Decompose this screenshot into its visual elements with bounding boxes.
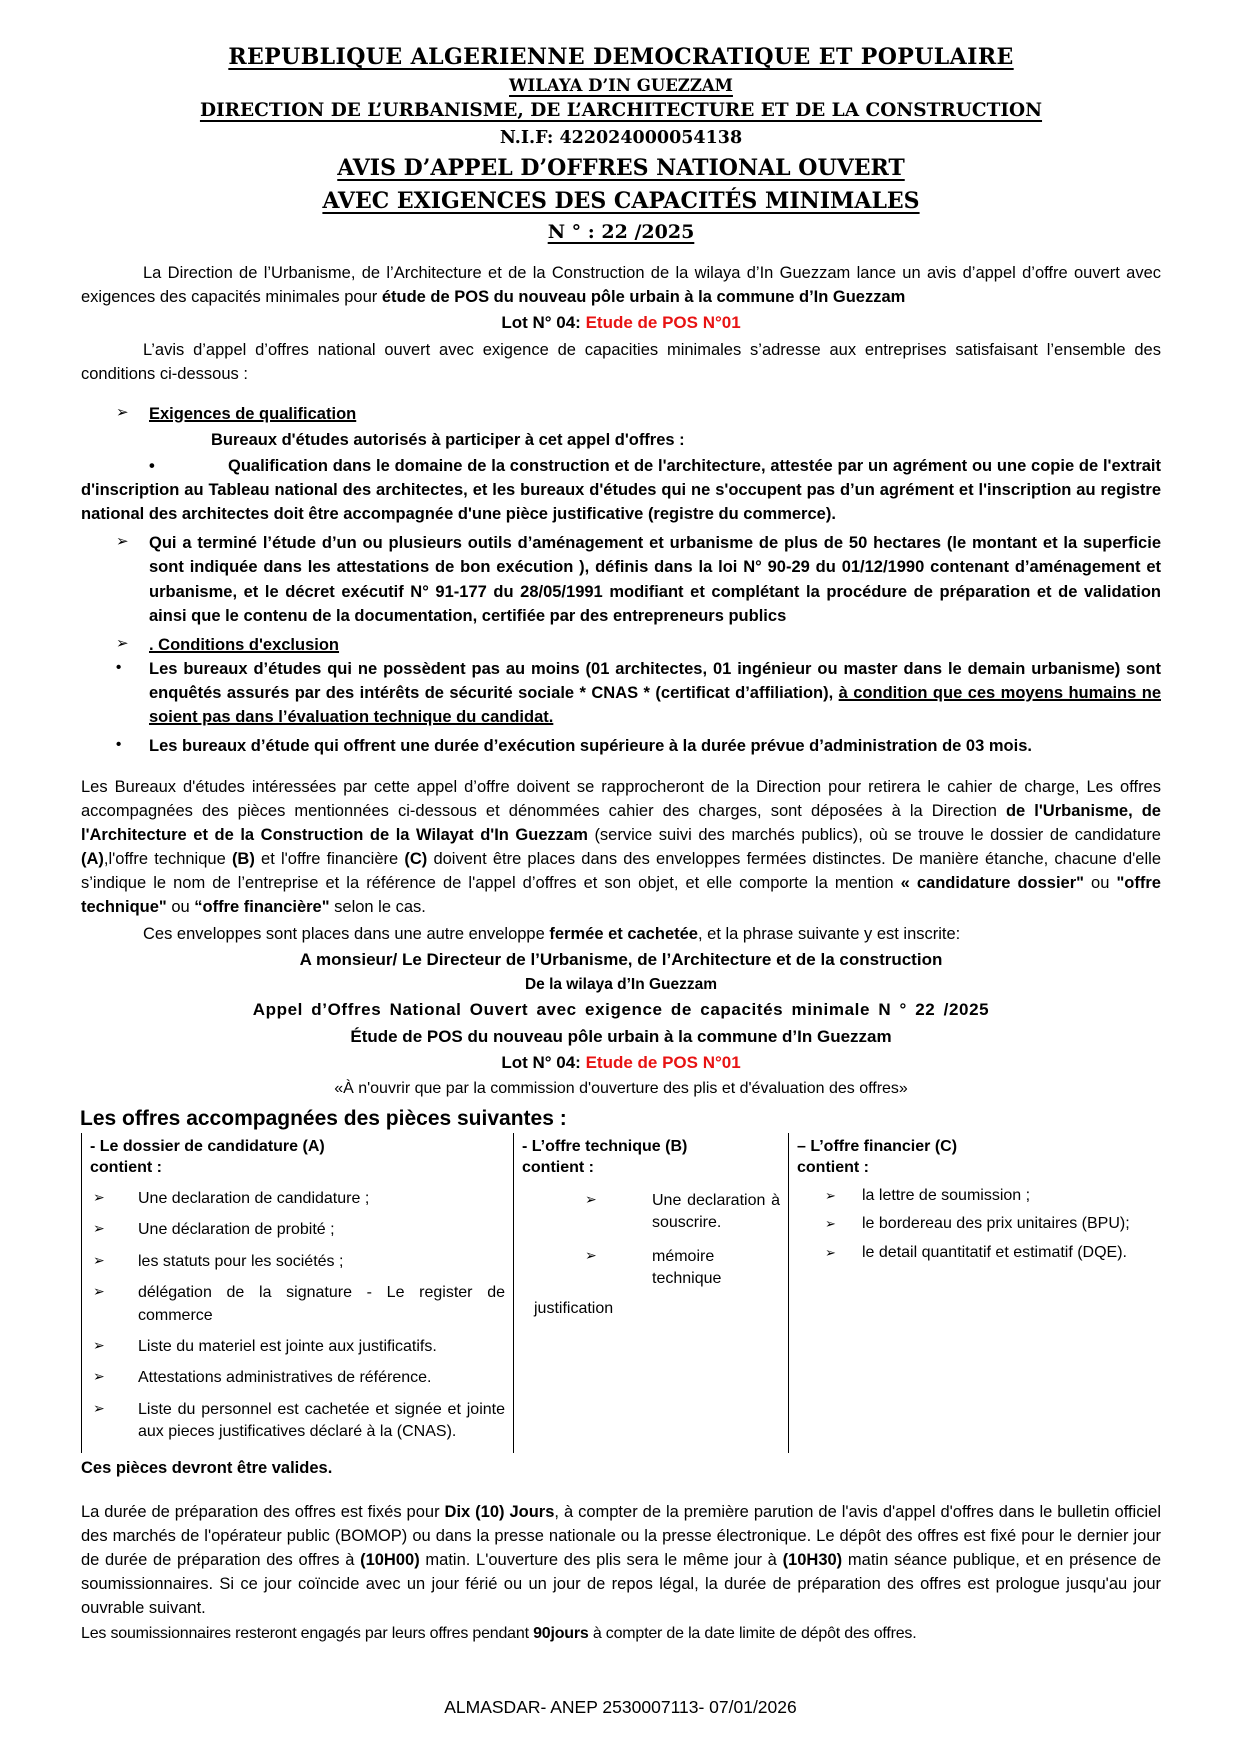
column-c-contains: contient : [797, 1159, 869, 1177]
qualification-item-1 [81, 454, 1161, 526]
list-item [90, 1251, 505, 1273]
deposit-mention-2: "offre technique" [81, 874, 1161, 917]
header-direction: DIRECTION DE L’URBANISME, DE L’ARCHITECTURE ET DE LA CONSTRUCTION [199, 100, 1043, 121]
anep-footer: ALMASDAR- ANEP 2530007113- 07/01/2026 [444, 1697, 797, 1717]
arrow-bullet-icon: ➢ [116, 634, 129, 652]
list-item [90, 1367, 505, 1389]
exclusion-item-1-text [149, 657, 1161, 729]
qualification-heading-row [116, 402, 1161, 426]
list-item-text: mémoire technique [652, 1247, 722, 1288]
engagement-days-bold: 90jours [533, 1625, 589, 1643]
list-item-continuation: justification [534, 1299, 614, 1317]
deposit-s1: Les Bureaux d'études intéressées par cette appel d’offre doivent se rapprocheront de la Direction pour retirera le cahier de charge, Les offres accompagnées des pièces mentionnées ci-dessous et dénommées cahier des charges, sont déposées à la Direction [81, 778, 1161, 821]
list-item [797, 1185, 1152, 1207]
list-item-text: le detail quantitatif et estimatif (DQE). [862, 1243, 1127, 1261]
deposit-c-bold: (C) [404, 850, 428, 869]
list-item [797, 1242, 1152, 1264]
qualification-subtitle: Bureaux d'études autorisés à participer à cet appel d'offres : [211, 431, 685, 450]
qualification-item-2-text: Qui a terminé l’étude d’un ou plusieurs outils d’aménagement et urbanisme de plus de 50 hectares (le montant et la superficie sont indiquée dans les attestations de bon exécution ), définis dans la loi N° 90-29 du 01/12/1990 contenant d’aménagement et urbanisme, et le décret exécutif N° 91-177 du 28/05/1991 modifiant et complétant la procédure de préparation et de validation ainsi que le contenu de la documentation, certifiée par des entrepreneurs publics [149, 534, 1161, 625]
header-notice-number: N ° : 22 /2025 [547, 221, 695, 243]
list-item-text: les statuts pour les sociétés ; [138, 1252, 344, 1270]
arrow-bullet-icon: ➢ [116, 403, 129, 421]
address-line-wilaya: De la wilaya d’In Guezzam [524, 976, 718, 994]
list-item [90, 1282, 505, 1327]
closing-time2-bold: (10H30) [782, 1550, 843, 1569]
closing-s3: matin. L'ouverture des plis sera le même jour à [419, 1550, 783, 1569]
header-wilaya: WILAYA D’IN GUEZZAM [509, 76, 733, 95]
closing-paragraph [81, 1500, 1161, 1620]
address-line-director: A monsieur/ Le Directeur de l’Urbanisme, de l’Architecture et de la construction [299, 949, 943, 969]
exclusion-item-2-text: Les bureaux d’étude qui offrent une durée d’exécution supérieure à la durée prévue d’administration de 03 mois. [149, 736, 1032, 755]
column-b-contains: contient : [522, 1159, 594, 1177]
closing-s1: La durée de préparation des offres est fixés pour [81, 1502, 445, 1521]
deposit-paragraph [81, 775, 1161, 919]
column-offre-financier-c [788, 1133, 1160, 1453]
header-notice-subtitle: AVEC EXIGENCES DES CAPACITÉS MINIMALES [322, 188, 920, 214]
closing-duration-bold: Dix (10) Jours [444, 1502, 555, 1521]
arrow-bullet-icon: ➢ [93, 1368, 105, 1385]
list-item [90, 1336, 505, 1358]
list-item-text: Une déclaration de probité ; [138, 1221, 335, 1239]
list-item-text: Liste du materiel est jointe aux justificatifs. [138, 1337, 437, 1355]
deposit-s3: ,l'offre technique [103, 850, 232, 869]
addressee-paragraph: L’avis d’appel d’offres national ouvert avec exigence de capacities minimales s’adresse aux entreprises satisfaisant l’ensemble des conditions ci-dessous : [81, 340, 1161, 383]
deposit-s5: doivent être places dans des enveloppes fermées distinctes. De manière étanche, chacune d'elle s’indique le nom de l’entreprise et la référence de l'appel d’offres et son objet, et elle comporte la mention [81, 850, 1161, 893]
arrow-bullet-icon: ➢ [585, 1246, 597, 1263]
column-offre-technique-b [513, 1133, 788, 1453]
envelope-paragraph [81, 922, 1161, 946]
arrow-bullet-icon: ➢ [825, 1216, 836, 1232]
list-item [797, 1213, 1152, 1235]
address-lot-label: Lot N° 04: [501, 1053, 586, 1073]
exclusion-heading: . Conditions d'exclusion [149, 635, 340, 654]
dot-bullet-icon: • [116, 735, 122, 753]
deposit-direction-bold: de l'Urbanisme, de l'Architecture et de la Construction de la Wilayat d'In Guezzam [81, 802, 1161, 845]
engagement-lead: Les soumissionnaires resteront engagés par leurs offres pendant [81, 1625, 534, 1643]
list-item-text: la lettre de soumission ; [862, 1187, 1031, 1205]
closing-time1-bold: (10H00) [360, 1550, 420, 1569]
list-item-text: Attestations administratives de référence. [138, 1369, 432, 1387]
arrow-bullet-icon: ➢ [93, 1283, 105, 1300]
lot-value: Etude de POS N°01 [585, 313, 741, 333]
dot-bullet-icon: • [116, 658, 122, 676]
dot-bullet-icon: • [149, 457, 155, 476]
qualification-heading: Exigences de qualification [149, 404, 357, 423]
list-item-text: délégation de la signature - Le register de commerce [138, 1284, 505, 1324]
envelope-rest: , et la phrase suivante y est inscrite: [697, 924, 961, 943]
column-c-title: – L’offre financier (C) [797, 1137, 958, 1155]
header-nif: N.I.F: 422024000054138 [499, 128, 743, 148]
envelope-bold: fermée et cachetée [549, 924, 698, 943]
exclusion-heading-row [116, 633, 1161, 657]
list-item [522, 1246, 780, 1291]
pieces-validity-note: Ces pièces devront être valides. [81, 1458, 333, 1477]
deposit-s8: selon le cas. [329, 898, 426, 917]
deposit-mention-1: « candidature dossier" [900, 874, 1084, 893]
qualification-item-2-row [116, 531, 1161, 627]
list-item-text: Une declaration à souscrire. [652, 1192, 780, 1232]
deposit-b-bold: (B) [231, 850, 255, 869]
address-line-notice: Appel d’Offres National Ouvert avec exigence de capacités minimale N ° 22 /2025 [252, 1000, 990, 1020]
envelope-lead: Ces enveloppes sont places dans une autre enveloppe [143, 924, 550, 943]
list-item-text: Une declaration de candidature ; [138, 1190, 370, 1208]
exclusion-item-1-lead: Les bureaux d’études qui ne possèdent pas au moins (01 architectes, 01 ingénieur ou master dans le demain urbanisme) sont enquêtés assurés par des intérêts de sécurité sociale * CNAS * (certificat d’affiliation), [149, 659, 1161, 702]
closing-s4: matin séance publique, et en présence de soumissionnaires. Si ce jour coïncide avec un jour férié ou un jour de repos légal, la durée de préparation des offres est prologue jusqu'au jour ouvrable suivant. [81, 1550, 1162, 1617]
arrow-bullet-icon: ➢ [93, 1189, 105, 1206]
exclusion-item-1-underlined: à condition que ces moyens humains ne soient pas dans l’évaluation technique du candidat. [149, 683, 1161, 726]
lot-line [81, 311, 1161, 336]
deposit-a-bold: (A) [81, 850, 104, 869]
qualification-item-1-text: Qualification dans le domaine de la construction et de l'architecture, attestée par un agrément ou une copie de l'extrait d'inscription au Tableau national des architectes, et les bureaux d'études qui ne s'occupent pas d’un agrément et l'inscription au registre national des architectes doit être accompagnée d'une pièce justificative (registre du commerce). [81, 457, 1161, 524]
deposit-s6: ou [1083, 874, 1117, 893]
header-republic: REPUBLIQUE ALGERIENNE DEMOCRATIQUE ET POPULAIRE [228, 44, 1014, 70]
closing-s2: , à compter de la première parution de l'avis d'appel d'offres dans le bulletin officiel des marchés de l'opérateur public (BOMOP) ou dans la presse nationale ou la presse électronique. Le dépôt des offres est fixé pour le dernier jour de durée de préparation des offres à [81, 1502, 1161, 1569]
list-item [90, 1399, 505, 1444]
intro-paragraph [81, 261, 1161, 309]
engagement-rest: à compter de la date limite de dépôt des offres. [588, 1625, 917, 1643]
column-b-title: - L’offre technique (B) [522, 1137, 688, 1155]
document-header [81, 44, 1161, 243]
deposit-s2: (service suivi des marchés publics), où se trouve le dossier de candidature [594, 826, 1161, 845]
column-a-title: - Le dossier de candidature (A) [90, 1137, 325, 1155]
address-line-lot [81, 1050, 1161, 1076]
list-item [90, 1188, 505, 1210]
arrow-bullet-icon: ➢ [93, 1251, 105, 1268]
column-candidature-a [81, 1133, 513, 1453]
exclusion-item-1-row [116, 657, 1161, 729]
list-item-text: le bordereau des prix unitaires (BPU); [862, 1215, 1130, 1233]
pieces-heading: Les offres accompagnées des pièces suivantes : [80, 1106, 567, 1130]
arrow-bullet-icon: ➢ [585, 1191, 597, 1208]
deposit-mention-3: “offre financière" [194, 898, 330, 917]
arrow-bullet-icon: ➢ [93, 1220, 105, 1237]
address-lot-value: Etude de POS N°01 [585, 1053, 741, 1073]
deposit-s4: et l'offre financière [254, 850, 405, 869]
exclusion-item-2-row [116, 734, 1161, 758]
intro-text: La Direction de l’Urbanisme, de l’Architecture et de la Construction de la wilaya d’In Guezzam lance un avis d’appel d’offre ouvert avec exigences des capacités minimales pour [81, 264, 1161, 307]
header-notice-title: AVIS D’APPEL D’OFFRES NATIONAL OUVERT [337, 155, 905, 181]
lot-label: Lot N° 04: [501, 313, 586, 333]
deposit-s7: ou [166, 898, 195, 917]
engagement-paragraph [81, 1622, 1161, 1645]
pieces-table [81, 1133, 1161, 1453]
column-a-contains: contient : [90, 1159, 162, 1177]
address-line-quote: «À n'ouvrir que par la commission d'ouverture des plis et d'évaluation des offres» [334, 1079, 908, 1097]
list-item [522, 1190, 780, 1235]
list-item-text: Liste du personnel est cachetée et signée et jointe aux pieces justificatives déclaré à la (CNAS). [138, 1400, 505, 1441]
arrow-bullet-icon: ➢ [93, 1399, 105, 1416]
address-line-object: Étude de POS du nouveau pôle urbain à la commune d’In Guezzam [350, 1026, 892, 1046]
arrow-bullet-icon: ➢ [93, 1336, 105, 1353]
arrow-bullet-icon: ➢ [825, 1244, 836, 1260]
intro-object: étude de POS du nouveau pôle urbain à la commune d’In Guezzam [381, 288, 906, 307]
arrow-bullet-icon: ➢ [116, 533, 129, 551]
list-item [90, 1219, 505, 1241]
arrow-bullet-icon: ➢ [825, 1188, 836, 1204]
